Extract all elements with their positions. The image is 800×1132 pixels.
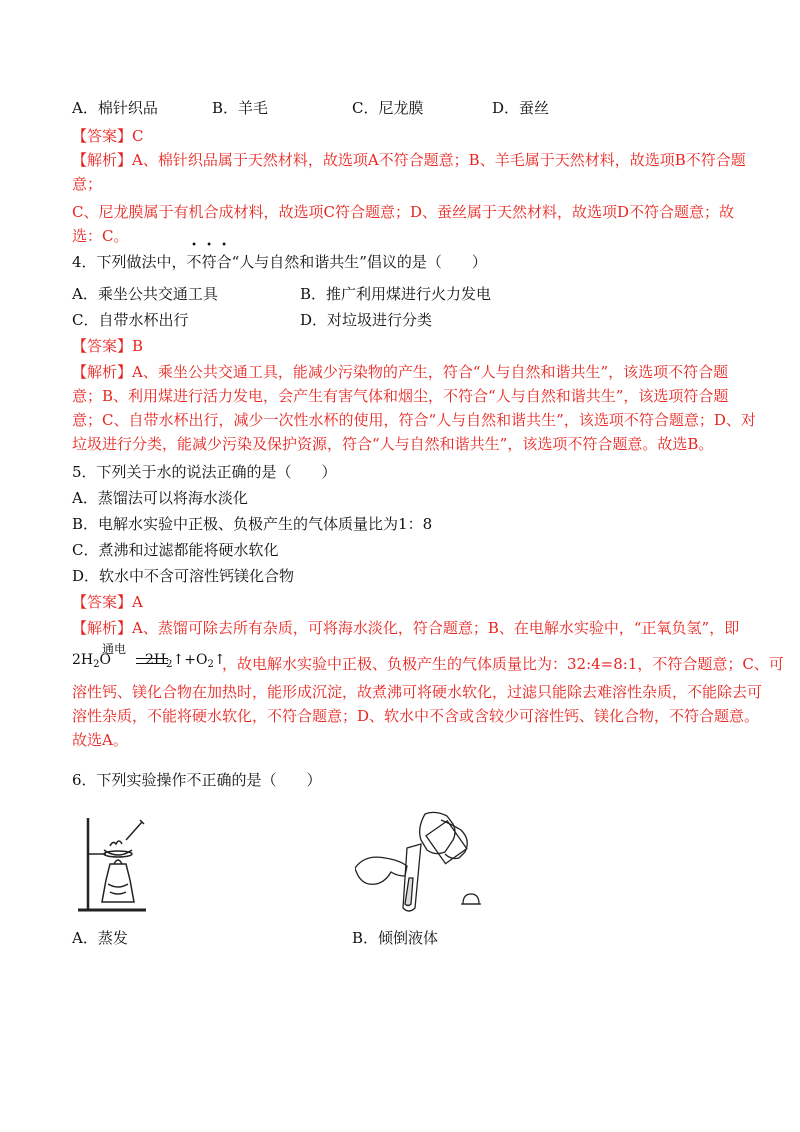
- equation-lhs: 2H: [72, 652, 94, 668]
- q3-option-d: D．蚕丝: [492, 99, 550, 117]
- q4-stem-suffix: “人与自然和谐共生”倡议的是（ ）: [231, 253, 487, 271]
- pouring-liquid-figure: [355, 808, 485, 918]
- q4-stem-emph: 符: [201, 253, 217, 271]
- q3-analysis-line: 选：C。: [72, 227, 129, 245]
- equation-lhs-tail: O: [99, 652, 111, 668]
- equation-double-line: [136, 658, 168, 664]
- q3-analysis-line: 意；: [72, 175, 103, 193]
- evaporation-apparatus-figure: [70, 810, 150, 914]
- q5-option-a: A．蒸馏法可以将海水淡化: [72, 489, 248, 507]
- q3-analysis-line: 【解析】A、棉针织品属于天然材料，故选项A不符合题意；B、羊毛属于天然材料，故选项B不符合题: [72, 151, 746, 169]
- equation-rhs-o2-sub: 2: [207, 659, 214, 670]
- q5-analysis-line: 【解析】A、蒸馏可除去所有杂质，可将海水淡化，符合题意；B、在电解水实验中，“正氧负氢”，即: [72, 619, 740, 637]
- q4-analysis-line: 意；B、利用煤进行活力发电，会产生有害气体和烟尘，不符合“人与自然和谐共生”，该选项符合题: [72, 387, 729, 405]
- q4-stem-emph: 不: [186, 253, 202, 271]
- q3-answer: 【答案】C: [72, 127, 144, 145]
- electrolysis-equation: [72, 642, 226, 672]
- q3-option-a: A．棉针织品: [72, 99, 158, 117]
- q6-stem: 6．下列实验操作不正确的是（ ）: [72, 771, 322, 789]
- q5-option-c: C．煮沸和过滤都能将硬水软化: [72, 541, 279, 559]
- q5-analysis-line: ，故电解水实验中正极、负极产生的气体质量比为：32:4=8:1，不符合题意；C、可: [222, 655, 784, 673]
- q3-analysis-line: C、尼龙膜属于有机合成材料，故选项C符合题意；D、蚕丝属于天然材料，故选项D不符合题意；故: [72, 203, 735, 221]
- equation-rhs-h2: 2H: [144, 652, 167, 668]
- q4-option-c: C．自带水杯出行: [72, 311, 189, 329]
- q5-option-d: D．软水中不含可溶性钙镁化合物: [72, 567, 295, 585]
- q4-stem-prefix: 4．下列做法中，: [72, 253, 187, 271]
- q4-option-a: A．乘坐公共交通工具: [72, 285, 218, 303]
- q4-analysis-line: 意；C、自带水杯出行，减少一次性水杯的使用，符合“人与自然和谐共生”，该选项不符合题意；D、对: [72, 411, 756, 429]
- q5-answer: 【答案】A: [72, 593, 143, 611]
- q3-option-b: B．羊毛: [212, 99, 269, 117]
- equation-rhs-o2: +O: [184, 652, 208, 668]
- q5-analysis-line: 溶性钙、镁化合物在加热时，能形成沉淀，故煮沸可将硬水软化，过滤只能除去难溶性杂质，不能除去可: [72, 683, 763, 701]
- q5-stem: 5．下列关于水的说法正确的是（ ）: [72, 463, 337, 481]
- q5-analysis-line: 溶性杂质，不能将硬水软化，不符合题意；D、软水中不含或含较少可溶性钙、镁化合物，不符合题意。: [72, 707, 760, 725]
- q4-analysis-line: 【解析】A、乘坐公共交通工具，能减少污染物的产生，符合“人与自然和谐共生”，该选项不符合题: [72, 363, 729, 381]
- equation-gas-arrow: ↑: [213, 652, 226, 668]
- q4-answer: 【答案】B: [72, 337, 144, 355]
- q4-option-b: B．推广利用煤进行火力发电: [300, 285, 492, 303]
- equation-rhs-h2-sub: 2: [166, 659, 173, 670]
- q5-analysis-line: 故选A。: [72, 731, 128, 749]
- q4-analysis-line: 垃圾进行分类，能减少污染及保护资源，符合“人与自然和谐共生”，该选项不符合题意。故选B。: [72, 435, 714, 453]
- q3-option-c: C．尼龙膜: [352, 99, 424, 117]
- q5-option-b: B．电解水实验中正极、负极产生的气体质量比为1：8: [72, 515, 433, 533]
- equation-condition: 通电: [102, 642, 127, 656]
- equation-lhs-sub: 2: [93, 659, 100, 670]
- q4-stem: [72, 252, 487, 272]
- equation-gas-arrow: ↑: [172, 652, 185, 668]
- q6-option-a: A．蒸发: [72, 929, 128, 947]
- q6-option-b: B．倾倒液体: [352, 929, 439, 947]
- q4-stem-emph: 合: [216, 253, 232, 271]
- q4-option-d: D．对垃圾进行分类: [300, 311, 433, 329]
